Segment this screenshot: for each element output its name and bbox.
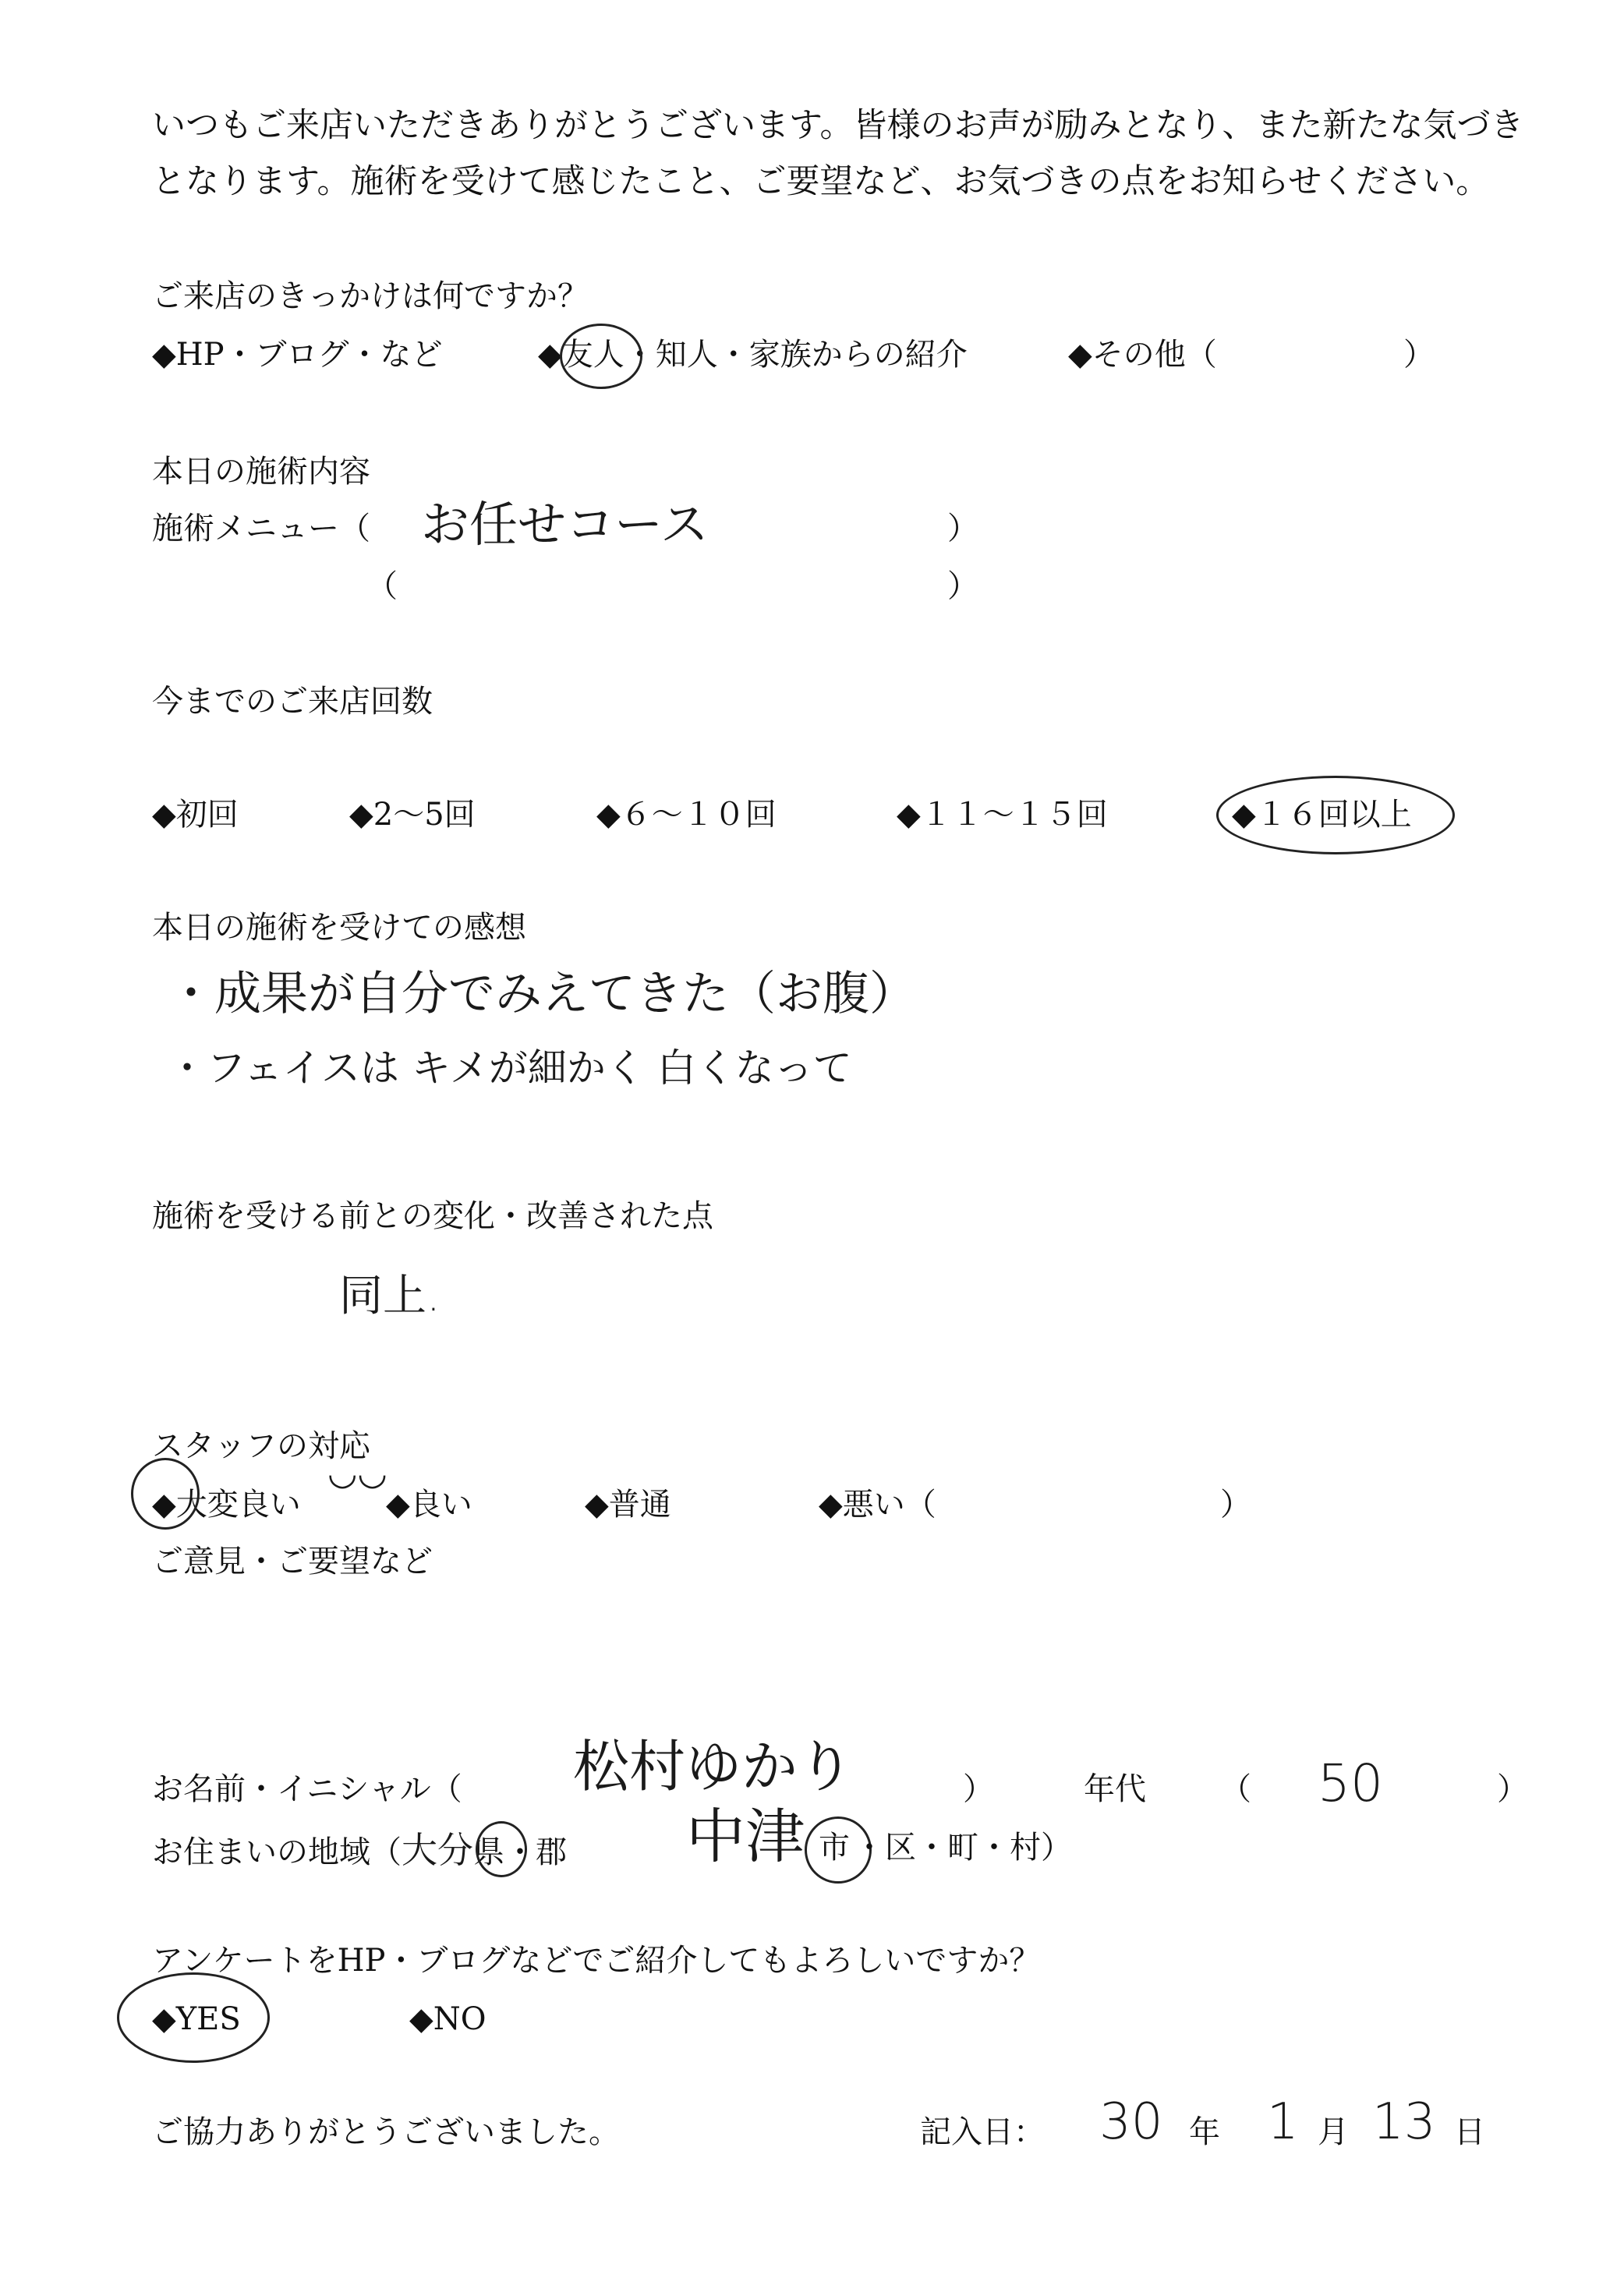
region-rest: ・区・町・村） [854,1830,1072,1866]
staff-option-good[interactable]: ◆良い [386,1487,472,1523]
smile-icon: ◡◡ [327,1453,387,1493]
visits-option-6-10[interactable]: ◆６～１０回 [596,797,777,833]
name-label: お名前・イニシャル（ [152,1771,462,1807]
city-value[interactable]: 中津 [686,1802,805,1871]
staff-selection-circle [131,1458,200,1530]
treatment-menu-close: ） [947,511,978,547]
prefecture-value[interactable]: 大分 [402,1829,473,1871]
region-label: お住まいの地域（ [152,1834,402,1870]
friend-rest-label: ・知人・家族からの紹介 [624,337,968,373]
impressions-line-1[interactable]: ・成果が自分でみえてきた（お腹） [168,967,916,1021]
staff-heading: スタッフの対応 [152,1428,370,1464]
trigger-question: ご来店のきっかけは何ですか？ [152,278,589,314]
treatment-heading: 本日の施術内容 [152,454,370,490]
visits-option-11-15[interactable]: ◆１１～１５回 [897,797,1108,833]
visits-option-2-5[interactable]: ◆2～5回 [349,797,476,833]
city-label: 市 [819,1830,850,1866]
impressions-line-2[interactable]: ・フェイスは キメが細かく 白くなって [168,1045,852,1091]
prefecture-label: 県 [473,1834,504,1870]
impressions-heading: 本日の施術を受けての感想 [152,910,526,946]
treatment-menu-value[interactable]: お任せコース [421,496,709,553]
intro-line-2: となります。施術を受けて感じたこと、ご要望など、お気づきの点をお知らせください。 [152,162,1490,201]
treatment-menu2-open: （ [366,568,398,604]
date-year-value[interactable]: 30 [1099,2093,1163,2151]
age-open: （ [1220,1771,1251,1807]
consent-no[interactable]: ◆NO [409,2001,486,2037]
date-label: 記入日： [920,2114,1045,2150]
prefecture-selection-circle [476,1821,527,1877]
friend-label: 友人 [561,337,624,373]
consent-question: アンケートをHP・ブログなどでご紹介してもよろしいですか？ [152,1943,1041,1979]
date-year-label: 年 [1189,2114,1220,2150]
staff-option-normal[interactable]: ◆普通 [585,1487,671,1523]
consent-selection-circle [117,1972,270,2063]
staff-option-very-good[interactable]: ◆大変良い [152,1487,301,1523]
treatment-menu-label: 施術メニュー（ [152,511,370,547]
consent-yes[interactable]: ◆YES [152,2001,241,2037]
age-value[interactable]: 50 [1318,1753,1383,1813]
trigger-option-other[interactable]: ◆その他（ [1068,337,1217,373]
diamond-icon: ◆ [538,337,562,373]
staff-bad-close: ） [1220,1487,1251,1523]
name-close: ） [963,1771,994,1807]
trigger-other-close: ） [1403,337,1435,373]
visits-heading: 今までのご来店回数 [152,684,433,720]
friend-selection-circle [560,324,642,389]
treatment-menu2-close: ） [947,568,978,604]
changes-value[interactable]: 同上. [339,1271,440,1321]
gun-label: ・郡 [504,1834,567,1870]
thanks-text: ご協力ありがとうございました。 [152,2114,620,2150]
date-month-value[interactable]: 1 [1267,2093,1299,2151]
comments-label: ご意見・ご要望など [152,1544,433,1579]
date-day-value[interactable]: 13 [1372,2093,1436,2151]
name-value[interactable]: 松村ゆかり [573,1734,854,1799]
date-day-label: 日 [1454,2114,1485,2150]
trigger-option-hp[interactable]: ◆HP・ブログ・など [152,337,443,373]
age-label: 年代 [1084,1771,1146,1807]
visits-selection-circle [1216,776,1455,854]
changes-heading: 施術を受ける前との変化・改善された点 [152,1198,713,1234]
date-month-label: 月 [1318,2114,1349,2150]
intro-line-1: いつもご来店いただきありがとうございます。皆様のお声が励みとなり、また新たな気づき [152,106,1524,145]
visits-option-first[interactable]: ◆初回 [152,797,239,833]
age-close: ） [1497,1771,1528,1807]
visits-option-16-plus[interactable]: ◆１６回以上 [1232,797,1412,833]
staff-option-bad[interactable]: ◆悪い（ [819,1487,936,1523]
